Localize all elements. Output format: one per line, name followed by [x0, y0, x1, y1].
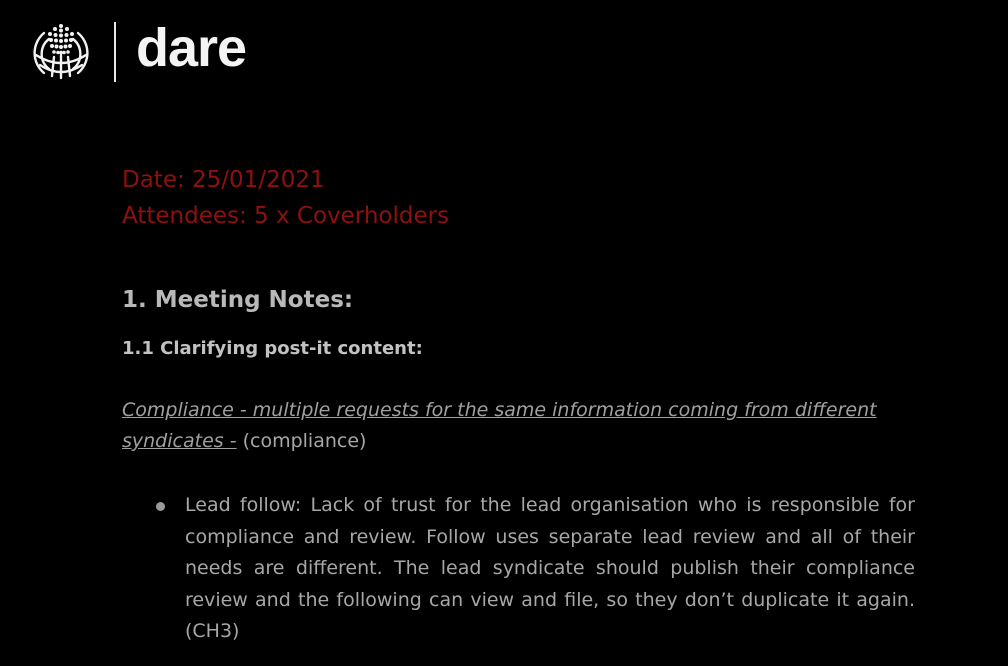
notes-bullet-list: [122, 490, 922, 648]
bullet-text: Lead follow: Lack of trust for the lead organisation who is responsible for compliance and review. Follow uses separate lead review and all of their needs are different. The lead syndicate should publish their compliance review and the following can view and file, so they don’t duplicate it again. (CH3): [185, 494, 915, 642]
meeting-notes-document: [122, 162, 922, 648]
topic-paragraph: [122, 395, 912, 457]
globe-logo-icon: [30, 21, 92, 83]
bullet-icon: [156, 502, 165, 511]
topic-suffix: (compliance): [236, 430, 367, 452]
meeting-attendees: Attendees: 5 x Coverholders: [122, 203, 450, 229]
header-divider: [114, 22, 116, 82]
meeting-date: Date: 25/01/2021: [122, 167, 325, 193]
topic-link[interactable]: Compliance - multiple requests for the same information coming from different syndicates -: [122, 399, 877, 452]
section-title: 1. Meeting Notes:: [122, 287, 354, 313]
list-item: [122, 490, 915, 648]
subsection-title: 1.1 Clarifying post-it content:: [122, 338, 423, 359]
header: [30, 20, 246, 84]
brand-wordmark: dare: [136, 18, 247, 78]
